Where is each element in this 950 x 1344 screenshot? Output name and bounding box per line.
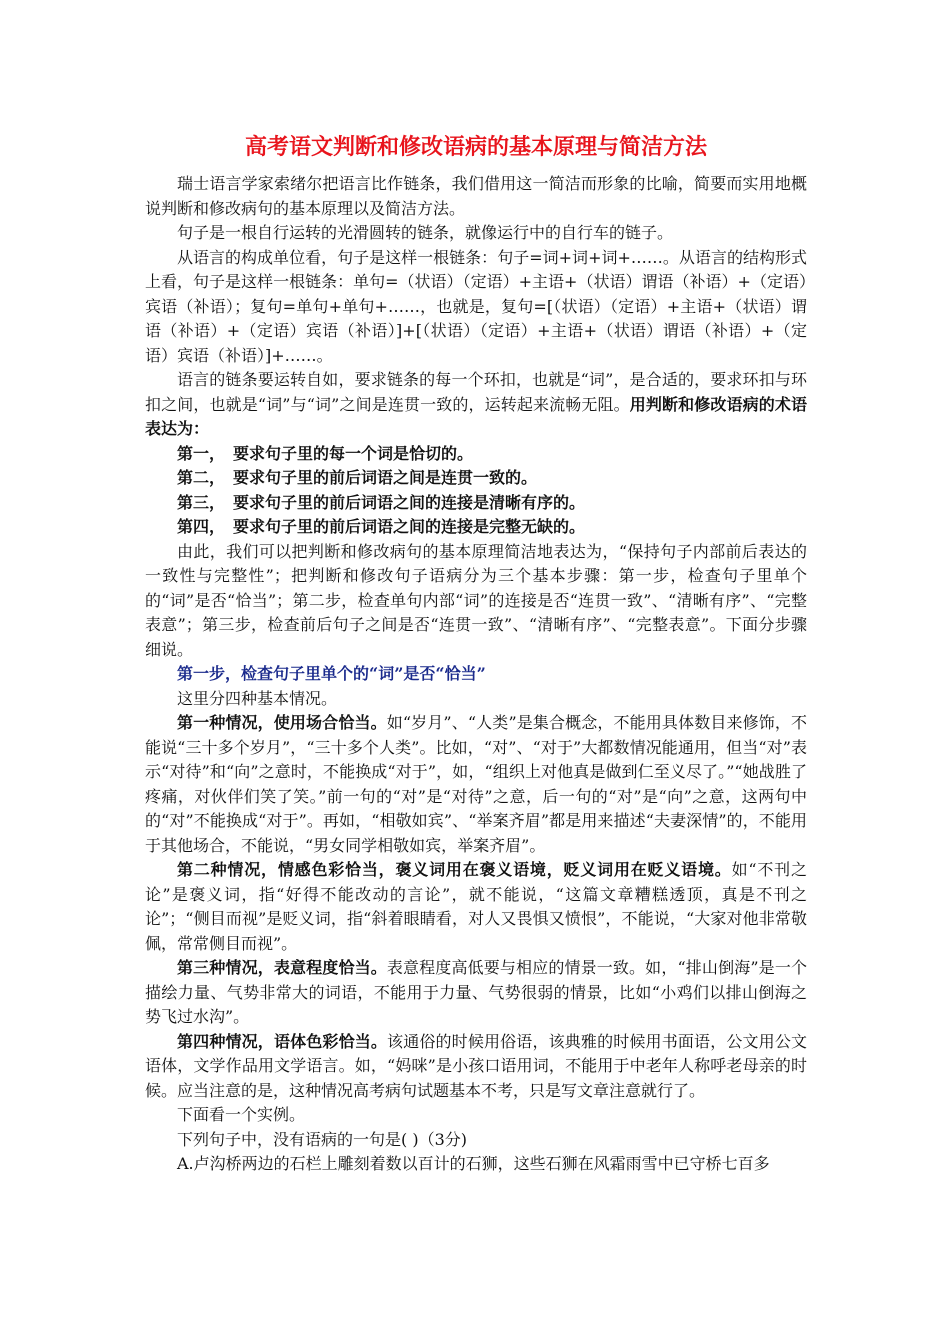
document-title: 高考语文判断和修改语病的基本原理与简洁方法 [244,135,707,160]
document-page [145,128,807,1177]
paragraph-structure: 从语言的构成单位看，句子是这样一根链条：句子=词+词+词+……。从语言的结构形式上看，句子是这样一根链条：单句=（状语）（定语）+主语+（状语）谓语（补语）+（定语）宾语（补语）；复句=单句+单句+……，也就是，复句=[（状语）（定语）+主语+（状语）谓语（补语）+（定语）宾语（补语）]+[（状语）（定语）+主语+（状语）谓语（补语）+（定语）宾语（补语）]+……。 [145,247,807,365]
paragraph-requirements: 语言的链条要运转自如，要求链条的每一个环扣，也就是“词”，是合适的，要求环扣与环扣之间，也就是“词”与“词”之间是连贯一致的，运转起来流畅无阻。用判断和修改语病的术语表达为： [145,370,807,438]
requirement-4: 第四， 要求句子里的前后词语之间的连接是完整无缺的。 [177,517,586,536]
requirement-2: 第二， 要求句子里的前后词语之间是连贯一致的。 [177,468,538,487]
paragraph-example-intro: 下面看一个实例。 [177,1105,306,1124]
paragraph-intro: 瑞士语言学家索绪尔把语言比作链条，我们借用这一简洁而形象的比喻，简要而实用地概说判断和修改病句的基本原理以及简洁方法。 [145,174,807,218]
case-1: 第一种情况，使用场合恰当。如“岁月”、“人类”是集合概念，不能用具体数目来修饰，不能说“三十多个岁月”，“三十多个人类”。比如，“对”、“对于”大都数情况能通用，但当“对”表示“对待”和“向”之意时，不能换成“对于”，如，“组织上对他真是做到仁至义尽了。”“她战胜了疼痛，对伙伴们笑了笑。”前一句的“对”是“对待”之意，后一句的“对”是“向”之意，这两句中的“对”不能换成“对于”。再如，“相敬如宾”、“举案齐眉”都是用来描述“夫妻深情”的，不能用于其他场合，不能说，“男女同学相敬如宾，举案齐眉”。 [145,713,807,855]
question-stem: 下列句子中，没有语病的一句是( )（3分) [177,1129,467,1149]
question-option-a: A.卢沟桥两边的石栏上雕刻着数以百计的石狮，这些石狮在风霜雨雪中已守桥七百多 [177,1154,770,1173]
case-3: 第三种情况，表意程度恰当。表意程度高低要与相应的情景一致。如，“排山倒海”是一个描绘力量、气势非常大的词语，不能用于力量、气势很弱的情景，比如“小鸡们以排山倒海之势飞过水沟”。 [145,958,807,1026]
paragraph-four-cases: 这里分四种基本情况。 [177,688,338,708]
paragraph-chain: 句子是一根自行运转的光滑圆转的链条，就像运行中的自行车的链子。 [177,223,674,242]
case-2: 第二种情况，情感色彩恰当，褒义词用在褒义语境，贬义词用在贬义语境。如“不刊之论”是褒义词，指“好得不能改动的言论”，就不能说，“这篇文章糟糕透顶，真是不刊之论”；“侧目而视”是贬义词，指“斜着眼睛看，对人又畏惧又愤恨”，不能说，“大家对他非常敬佩，常常侧目而视”。 [145,860,807,953]
paragraph-principle: 由此，我们可以把判断和修改病句的基本原理简洁地表达为，“保持句子内部前后表达的一致性与完整性”；把判断和修改句子语病分为三个基本步骤：第一步，检查句子里单个的“词”是否“恰当”；第二步，检查单句内部“词”的连接是否“连贯一致”、“清晰有序”、“完整表意”；第三步，检查前后句子之间是否“连贯一致”、“清晰有序”、“完整表意”。下面分步骤细说。 [145,541,807,659]
requirement-1: 第一， 要求句子里的每一个词是恰切的。 [177,443,474,463]
step-1-heading: 第一步，检查句子里单个的“词”是否“恰当” [177,664,486,683]
case-4: 第四种情况，语体色彩恰当。该通俗的时候用俗语，该典雅的时候用书面语，公文用公文语体，文学作品用文学语言。如，“妈咪”是小孩口语用词，不能用于中老年人称呼老母亲的时候。应当注意的是，这种情况高考病句试题基本不考，只是写文章注意就行了。 [145,1031,807,1100]
requirement-3: 第三， 要求句子里的前后词语之间的连接是清晰有序的。 [177,492,586,512]
